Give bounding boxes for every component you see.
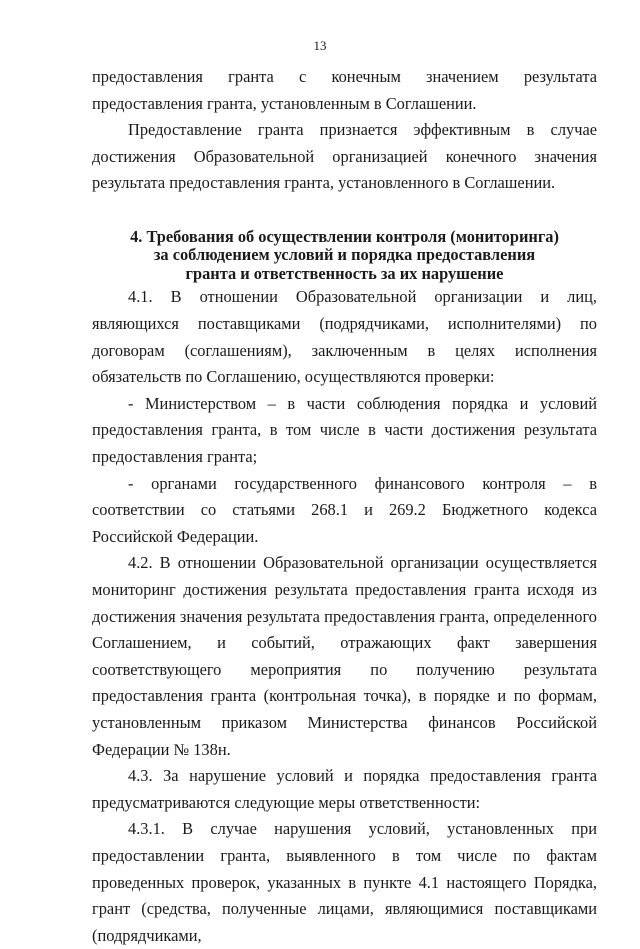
paragraph-financial-control: - органами государственного финансового контроля – в соответствии со статьями 268.1 и 269.2 Бюджетного кодекса Российской Федерации.: [92, 473, 597, 546]
document-body: [92, 64, 597, 949]
section-heading-line-2: за соблюдением условий и порядка предоставления: [153, 245, 536, 265]
page-number: 13: [313, 38, 327, 53]
paragraph-ministry-checks: - Министерством – в части соблюдения порядка и условий предоставления гранта, в том числе в части достижения результата предоставления гранта;: [92, 393, 597, 467]
paragraph-4-2: 4.2. В отношении Образовательной организации осуществляется мониторинг достижения результата предоставления гранта исходя из достижения значения результата предоставления гранта, определенного Соглашением, и событий, отражающих факт завершения соответствующего мероприятия по получению результата предоставления гранта (контрольная точка), в порядке и по формам, установленным приказом Министерства финансов Российской Федерации № 138н.: [92, 553, 597, 759]
section-heading: [92, 228, 597, 284]
paragraph-continuation: предоставления гранта с конечным значением результата предоставления гранта, установленным в Соглашении.: [92, 67, 597, 113]
section-heading-line-3: гранта и ответственность за их нарушение: [185, 263, 504, 283]
paragraph-4-3-1: 4.3.1. В случае нарушения условий, установленных при предоставлении гранта, выявленного в том числе по фактам проведенных проверок, указанных в пункте 4.1 настоящего Порядка, грант (средства, полученные лицами, являющимися поставщиками (подрядчиками,: [92, 819, 597, 945]
paragraph-4-1: 4.1. В отношении Образовательной организации и лиц, являющихся поставщиками (подрядчиками, исполнителями) по договорам (соглашениям), заключенным в целях исполнения обязательств по Соглашению, осуществляются проверки:: [92, 287, 597, 387]
paragraph-4-3: 4.3. За нарушение условий и порядка предоставления гранта предусматриваются следующие меры ответственности:: [92, 766, 597, 812]
section-heading-line-1: 4. Требования об осуществлении контроля (мониторинга): [130, 226, 559, 246]
paragraph-effectiveness: Предоставление гранта признается эффективным в случае достижения Образовательной организацией конечного значения результата предоставления гранта, установленного в Соглашении.: [92, 120, 597, 193]
